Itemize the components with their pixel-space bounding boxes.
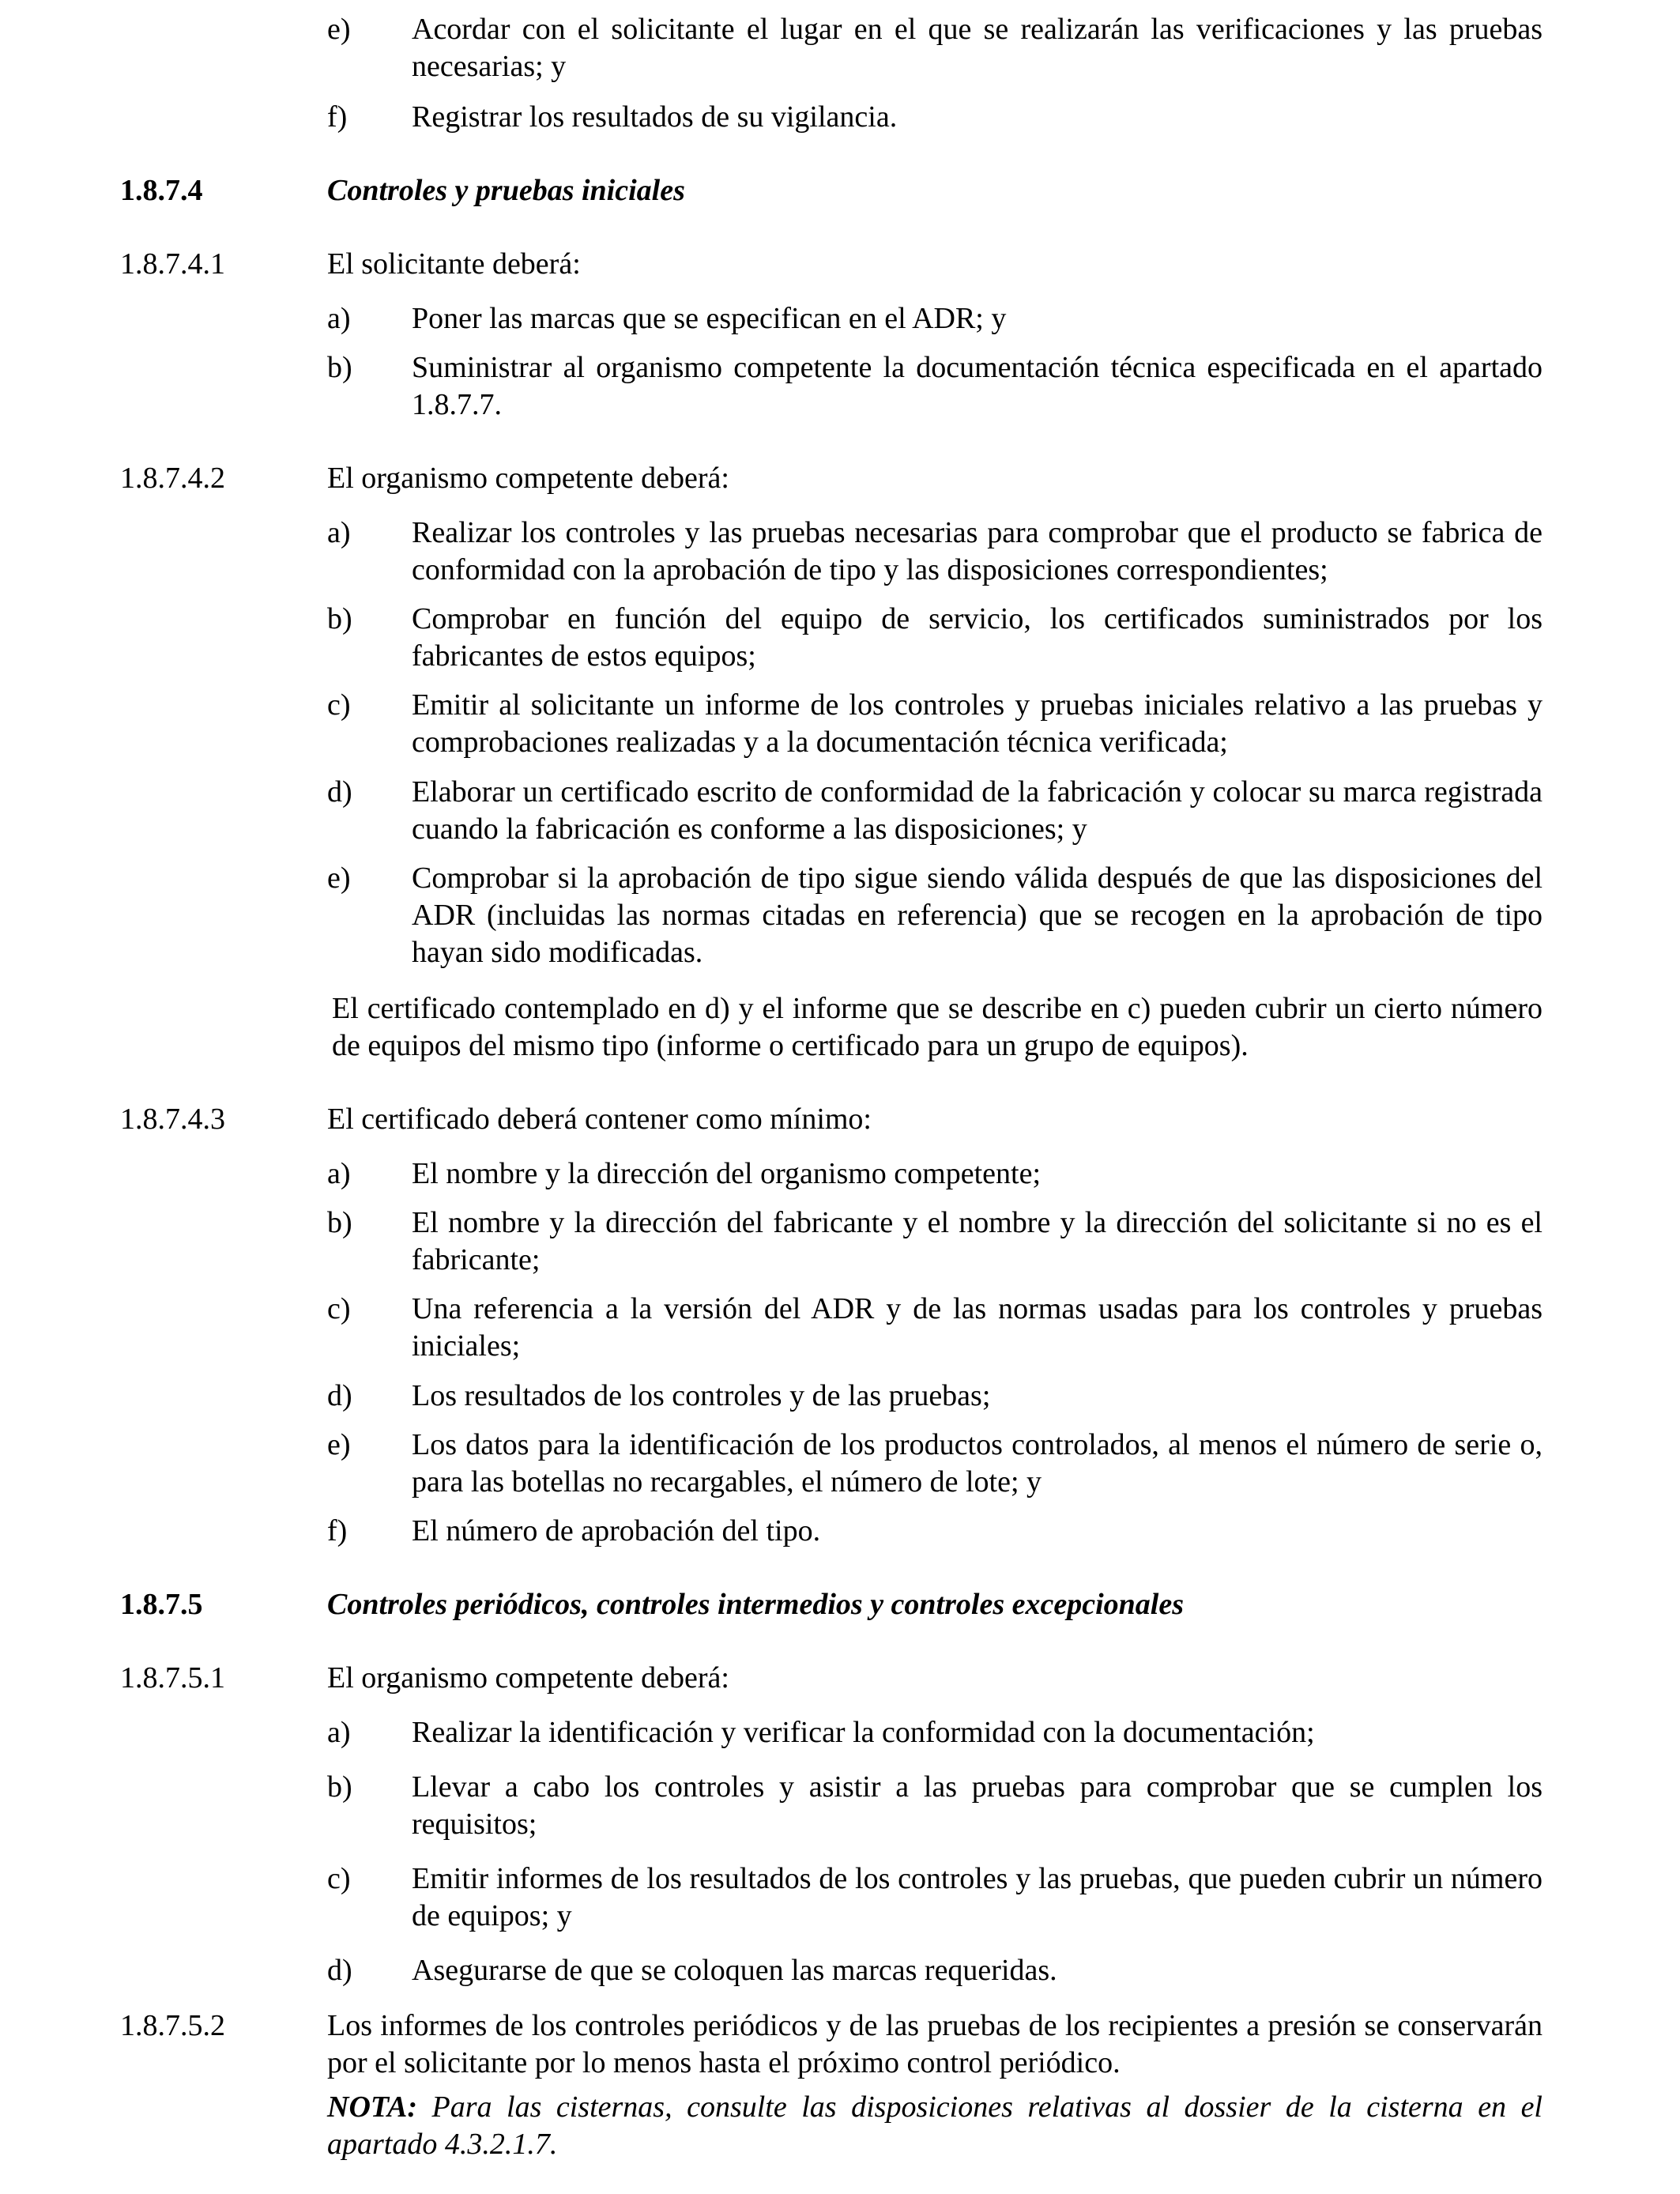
list-item-letter: d)	[327, 1954, 352, 1987]
section-number: 1.8.7.4	[120, 174, 203, 207]
list-item-text: El nombre y la dirección del fabricante y el nombre y la dirección del solicitante si no es el fabricante;	[412, 1206, 1543, 1276]
list-item-letter: f)	[327, 100, 348, 134]
list-item-letter: a)	[327, 302, 351, 335]
paragraph-text: El certificado contemplado en d) y el informe que se describe en c) pueden cubrir un cierto número de equipos del mismo tipo (informe o certificado para un grupo de equipos).	[332, 992, 1543, 1062]
list-item-text: Una referencia a la versión del ADR y de las normas usadas para los controles y pruebas iniciales;	[412, 1292, 1543, 1363]
list-item-text: Acordar con el solicitante el lugar en el que se realizarán las verificaciones y las pruebas necesarias; y	[412, 13, 1543, 83]
list-item-letter: e)	[327, 1428, 351, 1461]
list-item-text: Suministrar al organismo competente la documentación técnica especificada en el apartado 1.8.7.7.	[412, 351, 1543, 421]
list-item-text: Comprobar si la aprobación de tipo sigue siendo válida después de que las disposiciones del ADR (incluidas las normas citadas en referencia) que se recogen en la aprobación de tipo hayan sido modificadas.	[412, 861, 1543, 969]
paragraph-intro: El organismo competente deberá:	[327, 462, 729, 495]
list-item-text: Registrar los resultados de su vigilancia.	[412, 100, 898, 134]
list-item-letter: f)	[327, 1514, 348, 1547]
list-item-text: Emitir al solicitante un informe de los controles y pruebas iniciales relativo a las pruebas y comprobaciones realizadas y a la documentación técnica verificada;	[412, 688, 1543, 759]
list-item-text: El número de aprobación del tipo.	[412, 1514, 821, 1547]
list-item-letter: c)	[327, 1862, 351, 1895]
list-item-letter: b)	[327, 351, 352, 384]
paragraph-number: 1.8.7.4.3	[120, 1103, 225, 1136]
note-label: NOTA:	[327, 2090, 417, 2124]
section-title: Controles y pruebas iniciales	[327, 174, 685, 207]
paragraph-number: 1.8.7.5.2	[120, 2009, 225, 2042]
paragraph-intro: El solicitante deberá:	[327, 247, 581, 281]
list-item-text: Llevar a cabo los controles y asistir a las pruebas para comprobar que se cumplen los requisitos;	[412, 1770, 1543, 1841]
list-item-letter: d)	[327, 775, 352, 809]
list-item-letter: b)	[327, 602, 352, 635]
paragraph-intro: El organismo competente deberá:	[327, 1661, 729, 1695]
list-item-text: Realizar la identificación y verificar la conformidad con la documentación;	[412, 1716, 1315, 1749]
paragraph-intro: El certificado deberá contener como mínimo:	[327, 1103, 872, 1136]
list-item-text: Realizar los controles y las pruebas necesarias para comprobar que el producto se fabrica de conformidad con la aprobación de tipo y las disposiciones correspondientes;	[412, 516, 1543, 586]
list-item-text: Los resultados de los controles y de las pruebas;	[412, 1379, 991, 1412]
paragraph-number: 1.8.7.4.1	[120, 247, 225, 281]
list-item-letter: e)	[327, 861, 351, 895]
paragraph-text: Los informes de los controles periódicos y de las pruebas de los recipientes a presión se conservarán por el solicitante por lo menos hasta el próximo control periódico.	[327, 2009, 1543, 2079]
paragraph-number: 1.8.7.5.1	[120, 1661, 225, 1695]
list-item-text: Comprobar en función del equipo de servicio, los certificados suministrados por los fabricantes de estos equipos;	[412, 602, 1543, 673]
section-number: 1.8.7.5	[120, 1588, 203, 1621]
section-title: Controles periódicos, controles intermedios y controles excepcionales	[327, 1588, 1184, 1621]
note-paragraph	[327, 2089, 1543, 2163]
list-item-text: El nombre y la dirección del organismo competente;	[412, 1157, 1041, 1190]
list-item-letter: b)	[327, 1770, 352, 1804]
paragraph-number: 1.8.7.4.2	[120, 462, 225, 495]
list-item-letter: a)	[327, 516, 351, 549]
list-item-text: Asegurarse de que se coloquen las marcas requeridas.	[412, 1954, 1057, 1987]
list-item-text: Elaborar un certificado escrito de conformidad de la fabricación y colocar su marca registrada cuando la fabricación es conforme a las disposiciones; y	[412, 775, 1543, 846]
list-item-text: Emitir informes de los resultados de los controles y las pruebas, que pueden cubrir un número de equipos; y	[412, 1862, 1543, 1932]
list-item-letter: e)	[327, 13, 351, 46]
list-item-letter: d)	[327, 1379, 352, 1412]
list-item-letter: c)	[327, 688, 351, 722]
note-text: Para las cisternas, consulte las disposiciones relativas al dossier de la cisterna en el apartado 4.3.2.1.7.	[327, 2090, 1543, 2161]
list-item-text: Los datos para la identificación de los productos controlados, al menos el número de serie o, para las botellas no recargables, el número de lote; y	[412, 1428, 1543, 1498]
list-item-letter: c)	[327, 1292, 351, 1325]
list-item-letter: a)	[327, 1716, 351, 1749]
list-item-letter: b)	[327, 1206, 352, 1239]
list-item-letter: a)	[327, 1157, 351, 1190]
list-item-text: Poner las marcas que se especifican en el ADR; y	[412, 302, 1007, 335]
